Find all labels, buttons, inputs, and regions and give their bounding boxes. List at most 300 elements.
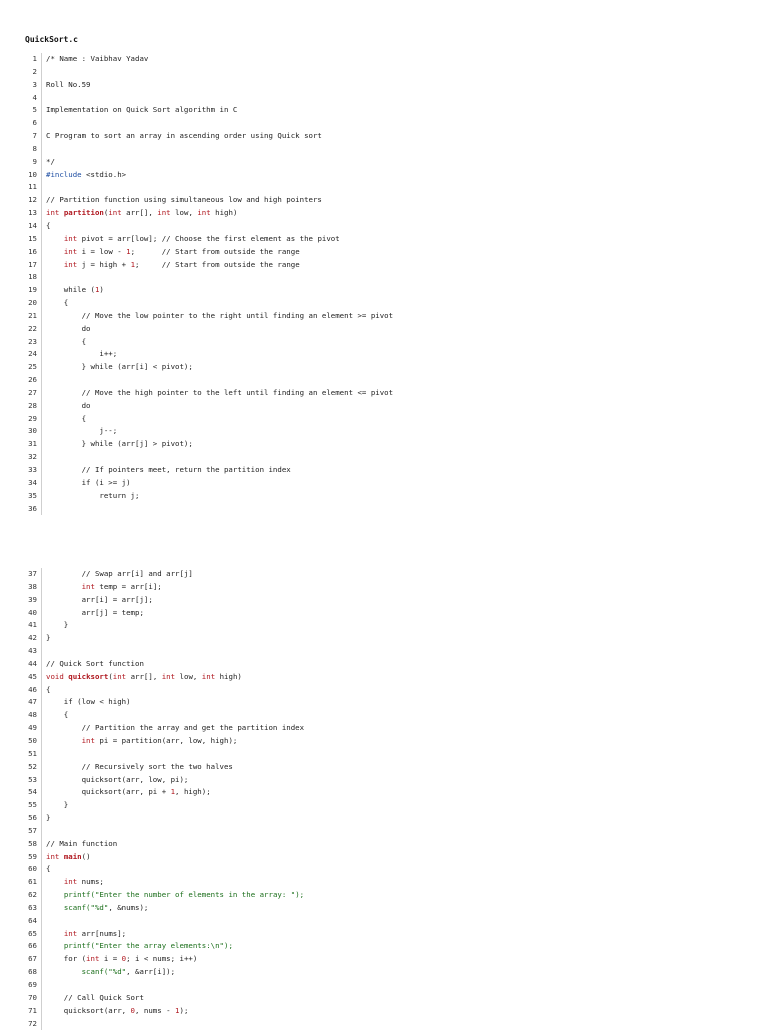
code-line — [0, 169, 768, 182]
code-token: i = — [99, 954, 122, 964]
code-token: Implementation on Quick Sort algorithm in C — [46, 105, 238, 115]
line-number: 56 — [28, 813, 37, 823]
code-token: low, — [175, 671, 202, 681]
code-token: { — [46, 298, 69, 308]
line-number: 38 — [28, 581, 37, 591]
gutter-separator — [41, 940, 42, 953]
code-token: 0 — [121, 954, 127, 964]
code-token: ); — [179, 1005, 189, 1015]
code-line — [0, 632, 768, 645]
code-token: // Quick Sort function — [46, 658, 144, 668]
code-text — [46, 336, 86, 349]
code-token: arr[j] = temp; — [46, 607, 144, 617]
code-line — [0, 735, 768, 748]
code-block-page-2 — [0, 568, 768, 1030]
code-text — [46, 671, 242, 684]
gutter-separator — [41, 156, 42, 169]
line-number: 28 — [28, 400, 37, 410]
line-number: 4 — [32, 92, 37, 102]
line-number: 9 — [32, 156, 37, 166]
line-number: 1 — [32, 54, 37, 63]
gutter-separator — [41, 207, 42, 220]
line-number: 54 — [28, 787, 37, 797]
code-line — [0, 425, 768, 438]
code-text — [46, 799, 68, 812]
code-token — [46, 929, 64, 938]
line-number: 21 — [28, 310, 37, 320]
code-token: 1 — [170, 787, 176, 797]
code-line — [0, 374, 768, 387]
code-token: // Swap arr[i] and arr[j] — [46, 569, 193, 578]
gutter-separator — [41, 851, 42, 864]
code-line — [0, 594, 768, 607]
gutter-separator — [41, 92, 42, 105]
gutter-separator — [41, 594, 42, 607]
line-number: 18 — [28, 272, 37, 282]
code-text — [46, 876, 104, 889]
code-token: } — [46, 620, 69, 630]
code-text — [46, 774, 188, 787]
gutter-separator — [41, 735, 42, 748]
gutter-separator — [41, 413, 42, 426]
line-number: 32 — [28, 452, 37, 462]
gutter-separator — [41, 336, 42, 349]
gutter-separator — [41, 490, 42, 503]
gutter-separator — [41, 607, 42, 620]
code-token — [46, 877, 64, 886]
code-text — [46, 156, 55, 169]
gutter-separator — [41, 194, 42, 207]
code-line — [0, 297, 768, 310]
gutter-separator — [41, 79, 42, 92]
code-line — [0, 79, 768, 92]
code-line — [0, 812, 768, 825]
gutter-separator — [41, 143, 42, 156]
code-text — [46, 259, 300, 272]
line-number: 46 — [28, 684, 37, 694]
code-token — [46, 890, 64, 899]
gutter-separator — [41, 581, 42, 594]
code-line — [0, 130, 768, 143]
code-text — [46, 940, 233, 953]
gutter-separator — [41, 259, 42, 272]
code-token: // Recursively sort the two halves — [46, 761, 233, 771]
code-line — [0, 503, 768, 516]
code-line — [0, 748, 768, 761]
code-line — [0, 709, 768, 722]
code-text — [46, 425, 117, 438]
line-number: 50 — [28, 735, 37, 745]
code-token: } — [46, 800, 69, 810]
code-line — [0, 361, 768, 374]
gutter-separator — [41, 812, 42, 825]
line-number: 31 — [28, 439, 37, 449]
code-token: // Partition the array and get the partition index — [46, 723, 305, 733]
gutter-separator — [41, 889, 42, 902]
code-text — [46, 863, 50, 876]
code-token: , nums - — [135, 1005, 176, 1015]
code-token: #include — [46, 169, 82, 179]
code-token: printf("Enter the array elements:\n"); — [63, 941, 233, 951]
gutter-separator — [41, 425, 42, 438]
code-text — [46, 413, 86, 426]
code-line — [0, 774, 768, 787]
code-line — [0, 799, 768, 812]
code-token: Roll No.59 — [46, 79, 91, 89]
line-number: 49 — [28, 723, 37, 733]
code-token: ( — [108, 671, 113, 681]
code-text — [46, 130, 322, 143]
gutter-separator — [41, 220, 42, 233]
code-line — [0, 1005, 768, 1018]
code-line — [0, 619, 768, 632]
line-number: 48 — [28, 710, 37, 720]
code-token: int — [46, 208, 60, 218]
code-line — [0, 451, 768, 464]
code-text — [46, 838, 117, 851]
line-number: 17 — [28, 259, 37, 269]
code-text — [46, 233, 340, 246]
code-line — [0, 387, 768, 400]
code-token: } while (arr[j] > pivot); — [46, 439, 193, 449]
code-text — [46, 323, 91, 336]
gutter-separator — [41, 451, 42, 464]
code-line — [0, 104, 768, 117]
code-token: int — [108, 208, 122, 218]
code-line — [0, 400, 768, 413]
code-line — [0, 156, 768, 169]
gutter-separator — [41, 400, 42, 413]
code-token: , &arr[i]); — [126, 967, 176, 977]
code-text — [46, 348, 117, 361]
line-number: 16 — [28, 246, 37, 256]
line-number: 47 — [28, 697, 37, 707]
gutter-separator — [41, 117, 42, 130]
code-line — [0, 889, 768, 902]
gutter-separator — [41, 104, 42, 117]
gutter-separator — [41, 786, 42, 799]
code-token: { — [46, 684, 51, 694]
code-token: , &nums); — [108, 902, 149, 912]
code-token: // Partition function using simultaneous low and high pointers — [46, 195, 322, 205]
line-number: 14 — [28, 220, 37, 230]
line-number: 2 — [32, 66, 37, 76]
code-line — [0, 117, 768, 130]
line-number: 63 — [28, 902, 37, 912]
line-number: 57 — [28, 825, 37, 835]
line-number: 41 — [28, 620, 37, 630]
gutter-separator — [41, 568, 42, 581]
gutter-separator — [41, 169, 42, 182]
code-text — [46, 761, 233, 774]
code-line — [0, 194, 768, 207]
gutter-separator — [41, 722, 42, 735]
code-line — [0, 464, 768, 477]
code-token: j--; — [46, 426, 118, 436]
gutter-separator — [41, 799, 42, 812]
file-title: QuickSort.c — [25, 35, 78, 44]
code-token: high) — [210, 208, 238, 218]
gutter-separator — [41, 671, 42, 684]
gutter-separator — [41, 297, 42, 310]
gutter-separator — [41, 284, 42, 297]
code-token: // Main function — [46, 838, 118, 848]
code-text — [46, 953, 197, 966]
code-line — [0, 902, 768, 915]
code-line — [0, 246, 768, 259]
code-token: int — [63, 877, 78, 887]
line-number: 20 — [28, 298, 37, 308]
gutter-separator — [41, 696, 42, 709]
line-number: 3 — [32, 79, 37, 89]
code-text — [46, 246, 300, 259]
code-line — [0, 438, 768, 451]
code-text — [46, 722, 304, 735]
code-line — [0, 581, 768, 594]
code-token: main — [63, 851, 82, 861]
gutter-separator — [41, 953, 42, 966]
gutter-separator — [41, 709, 42, 722]
gutter-separator — [41, 310, 42, 323]
code-token: 1 — [94, 285, 100, 295]
code-text — [46, 104, 237, 117]
code-token: i = low - — [77, 246, 127, 256]
code-token: low, — [170, 208, 198, 218]
code-text — [46, 594, 153, 607]
line-number: 71 — [28, 1005, 37, 1015]
code-line — [0, 940, 768, 953]
gutter-separator — [41, 863, 42, 876]
line-number: 66 — [28, 941, 37, 951]
code-token — [46, 736, 82, 745]
line-number: 44 — [28, 658, 37, 668]
code-token — [46, 234, 64, 243]
code-token: quicksort(arr, low, pi); — [46, 774, 189, 784]
code-text — [46, 169, 126, 182]
code-token: for ( — [46, 954, 87, 964]
line-number: 37 — [28, 569, 37, 578]
code-token: if (i >= j) — [46, 477, 131, 487]
code-token: 1 — [175, 1005, 180, 1015]
code-text — [46, 568, 193, 581]
line-number: 24 — [28, 349, 37, 359]
gutter-separator — [41, 761, 42, 774]
code-token: int — [63, 246, 78, 256]
gutter-separator — [41, 838, 42, 851]
code-line — [0, 490, 768, 503]
code-text — [46, 207, 237, 220]
line-number: 70 — [28, 992, 37, 1002]
code-token: // Call Quick Sort — [46, 992, 144, 1002]
line-number: 67 — [28, 954, 37, 964]
gutter-separator — [41, 632, 42, 645]
gutter-separator — [41, 876, 42, 889]
line-number: 59 — [28, 851, 37, 861]
code-token: ; // Start from outside the range — [130, 246, 300, 256]
gutter-separator — [41, 323, 42, 336]
code-line — [0, 207, 768, 220]
code-token: <stdio.h> — [81, 169, 127, 179]
line-number: 52 — [28, 761, 37, 771]
code-token: int — [46, 851, 60, 861]
line-number: 64 — [28, 915, 37, 925]
gutter-separator — [41, 271, 42, 284]
gutter-separator — [41, 619, 42, 632]
code-text — [46, 607, 144, 620]
gutter-separator — [41, 915, 42, 928]
line-number: 30 — [28, 426, 37, 436]
code-token: return j; — [46, 490, 140, 500]
code-token: scanf("%d" — [63, 902, 109, 912]
line-number: 65 — [28, 928, 37, 938]
code-text — [46, 696, 131, 709]
code-token: { — [46, 220, 51, 230]
code-text — [46, 851, 91, 864]
code-token: int — [86, 954, 100, 964]
code-line — [0, 336, 768, 349]
code-token: // Move the low pointer to the right until finding an element >= pivot — [46, 310, 394, 320]
code-token: ; i < nums; i++) — [126, 954, 198, 964]
code-token: { — [46, 336, 87, 346]
gutter-separator — [41, 233, 42, 246]
code-token: C Program to sort an array in ascending order using Quick sort — [46, 131, 322, 141]
line-number: 5 — [32, 105, 37, 115]
code-token: j = high + — [77, 259, 131, 269]
code-token: 0 — [130, 1005, 135, 1015]
code-text — [46, 464, 291, 477]
gutter-separator — [41, 464, 42, 477]
line-number: 22 — [28, 323, 37, 333]
code-token: if (low < high) — [46, 697, 131, 707]
line-number: 19 — [28, 285, 37, 295]
code-token: nums; — [77, 877, 104, 887]
code-text — [46, 684, 50, 697]
gutter-separator — [41, 477, 42, 490]
code-line — [0, 233, 768, 246]
code-token: int — [201, 671, 216, 681]
gutter-separator — [41, 774, 42, 787]
line-number: 35 — [28, 490, 37, 500]
code-line — [0, 413, 768, 426]
code-token — [46, 260, 64, 269]
code-line — [0, 259, 768, 272]
line-number: 7 — [32, 131, 37, 141]
code-line — [0, 66, 768, 79]
line-number: 13 — [28, 208, 37, 218]
code-text — [46, 709, 68, 722]
code-text — [46, 194, 322, 207]
code-token: */ — [46, 156, 55, 166]
line-number: 43 — [28, 646, 37, 656]
code-text — [46, 928, 126, 941]
code-line — [0, 53, 768, 66]
code-line — [0, 722, 768, 735]
gutter-separator — [41, 928, 42, 941]
code-line — [0, 966, 768, 979]
code-token: int — [161, 671, 176, 681]
code-text — [46, 387, 393, 400]
code-line — [0, 220, 768, 233]
code-token: partition — [63, 208, 104, 218]
code-text — [46, 619, 68, 632]
code-token: temp = arr[i]; — [94, 581, 162, 591]
gutter-separator — [41, 66, 42, 79]
code-line — [0, 953, 768, 966]
code-token: printf("Enter the number of elements in the array: "); — [63, 890, 305, 900]
code-token: { — [46, 710, 69, 720]
code-line — [0, 671, 768, 684]
line-number: 40 — [28, 607, 37, 617]
code-line — [0, 876, 768, 889]
gutter-separator — [41, 966, 42, 979]
code-token — [46, 941, 64, 950]
code-token: while ( — [46, 285, 95, 295]
gutter-separator — [41, 53, 42, 66]
code-text — [46, 902, 148, 915]
line-number: 34 — [28, 477, 37, 487]
code-line — [0, 915, 768, 928]
code-text — [46, 477, 131, 490]
gutter-separator — [41, 374, 42, 387]
code-token: int — [112, 671, 127, 681]
gutter-separator — [41, 748, 42, 761]
gutter-separator — [41, 361, 42, 374]
gutter-separator — [41, 658, 42, 671]
gutter-separator — [41, 684, 42, 697]
gutter-separator — [41, 979, 42, 992]
line-number: 33 — [28, 465, 37, 474]
code-line — [0, 761, 768, 774]
code-token: ) — [99, 285, 104, 295]
line-number: 51 — [28, 748, 37, 758]
code-text — [46, 632, 50, 645]
line-number: 11 — [28, 182, 37, 192]
code-token: int — [63, 233, 78, 243]
code-token: } while (arr[i] < pivot); — [46, 362, 193, 372]
gutter-separator — [41, 503, 42, 516]
code-token: int — [81, 735, 95, 745]
code-token: // If pointers meet, return the partition index — [46, 465, 291, 474]
line-number: 72 — [28, 1018, 37, 1028]
code-token: high) — [215, 671, 242, 681]
code-line — [0, 645, 768, 658]
line-number: 25 — [28, 362, 37, 372]
code-token: } — [46, 633, 51, 643]
code-line — [0, 992, 768, 1005]
line-number: 61 — [28, 877, 37, 887]
code-token — [46, 247, 64, 256]
code-text — [46, 735, 237, 748]
code-token: arr[i] = arr[j]; — [46, 594, 153, 604]
code-line — [0, 979, 768, 992]
code-token: i++; — [46, 349, 118, 359]
code-token: int — [81, 581, 95, 591]
line-number: 6 — [32, 118, 37, 128]
code-line — [0, 786, 768, 799]
code-text — [46, 297, 68, 310]
gutter-separator — [41, 181, 42, 194]
gutter-separator — [41, 992, 42, 1005]
code-line — [0, 181, 768, 194]
code-line — [0, 310, 768, 323]
line-number: 55 — [28, 800, 37, 810]
code-line — [0, 284, 768, 297]
line-number: 62 — [28, 890, 37, 900]
code-line — [0, 658, 768, 671]
code-text — [46, 361, 193, 374]
code-token: int — [63, 928, 78, 938]
code-token: arr[nums]; — [77, 928, 127, 938]
